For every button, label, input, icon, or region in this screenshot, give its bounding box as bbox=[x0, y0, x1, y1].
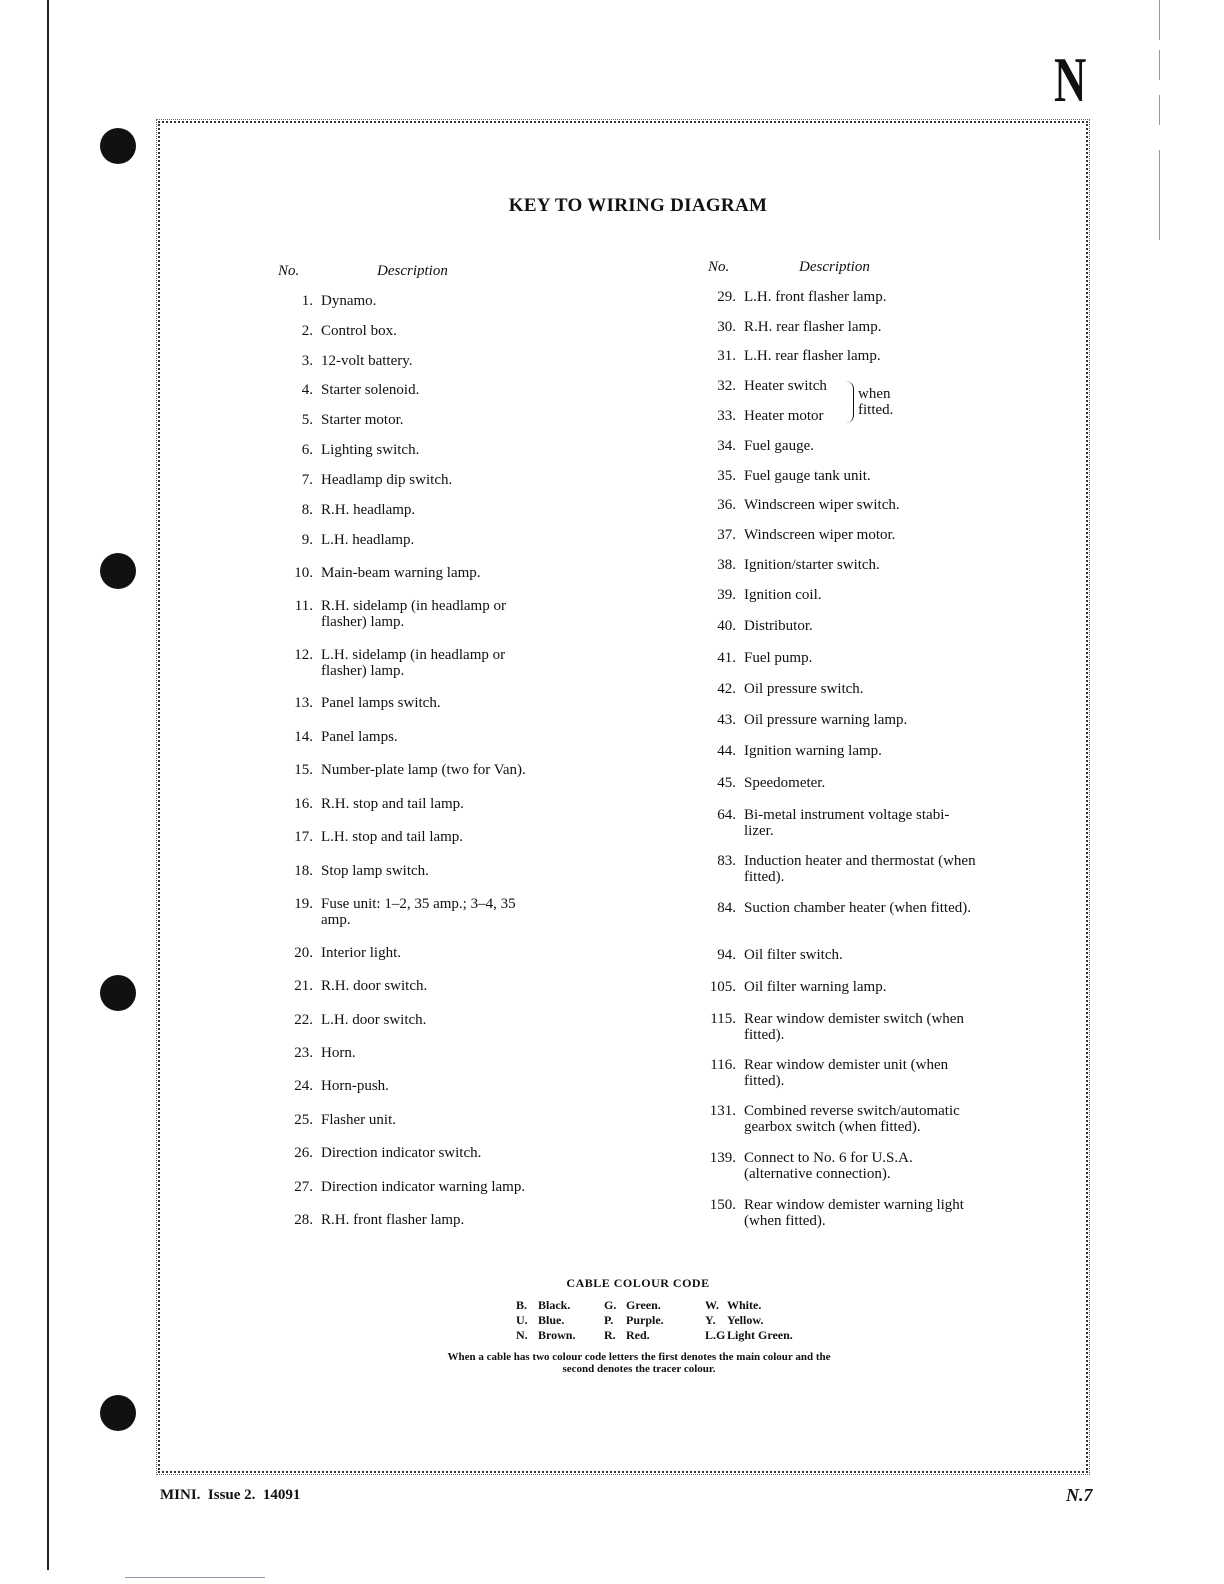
punch-hole bbox=[100, 128, 136, 164]
scan-mark bbox=[125, 1577, 265, 1578]
item-description: Rear window demister unit (when fitted). bbox=[744, 1057, 949, 1089]
item-description: Horn. bbox=[321, 1045, 356, 1061]
item-number: 17. bbox=[294, 829, 313, 845]
item-description: R.H. front flasher lamp. bbox=[321, 1212, 465, 1228]
item-number: 64. bbox=[717, 807, 736, 823]
list-item bbox=[301, 442, 541, 458]
item-number: 25. bbox=[294, 1112, 313, 1128]
list-item bbox=[717, 807, 979, 839]
item-description: Direction indicator warning lamp. bbox=[321, 1179, 526, 1195]
item-description: 12-volt battery. bbox=[321, 353, 413, 369]
item-description: Stop lamp switch. bbox=[321, 863, 429, 879]
list-item bbox=[294, 762, 541, 778]
list-item bbox=[301, 353, 541, 369]
section-letter: N bbox=[1054, 44, 1087, 115]
list-item bbox=[717, 681, 979, 697]
list-item bbox=[301, 412, 541, 428]
item-number: 16. bbox=[294, 796, 313, 812]
item-description: Lighting switch. bbox=[321, 442, 420, 458]
cable-code-item bbox=[705, 1328, 793, 1343]
cable-code-letter: G. bbox=[604, 1298, 617, 1312]
page-title: KEY TO WIRING DIAGRAM bbox=[508, 195, 768, 216]
item-description: R.H. door switch. bbox=[321, 978, 428, 994]
list-item bbox=[294, 1179, 541, 1195]
item-description: Oil pressure switch. bbox=[744, 681, 864, 697]
list-item bbox=[717, 438, 979, 454]
item-description: Heater switch bbox=[744, 378, 827, 394]
list-item bbox=[717, 289, 979, 305]
item-number: 83. bbox=[717, 853, 736, 869]
list-item bbox=[294, 1112, 541, 1128]
cable-code-colour: White. bbox=[727, 1298, 762, 1312]
list-item bbox=[294, 1012, 541, 1028]
item-number: 9. bbox=[301, 532, 313, 548]
item-number: 2. bbox=[301, 323, 313, 339]
item-number: 8. bbox=[301, 502, 313, 518]
item-number: 3. bbox=[301, 353, 313, 369]
cable-code-item bbox=[516, 1328, 575, 1343]
page-edge-right bbox=[1159, 50, 1160, 80]
item-number: 94. bbox=[717, 947, 736, 963]
item-description: L.H. rear flasher lamp. bbox=[744, 348, 881, 364]
bracket bbox=[845, 381, 854, 423]
item-description: Flasher unit. bbox=[321, 1112, 396, 1128]
item-number: 105. bbox=[709, 979, 736, 995]
item-number: 20. bbox=[294, 945, 313, 961]
item-description: Headlamp dip switch. bbox=[321, 472, 453, 488]
list-item bbox=[710, 1057, 979, 1089]
punch-hole bbox=[100, 1395, 136, 1431]
item-number: 1. bbox=[301, 293, 313, 309]
list-item bbox=[717, 527, 979, 543]
item-description: Windscreen wiper switch. bbox=[744, 497, 900, 513]
cable-code-colour: Green. bbox=[626, 1298, 661, 1312]
list-item bbox=[717, 775, 979, 791]
page-edge-right bbox=[1159, 95, 1160, 125]
item-number: 13. bbox=[294, 695, 313, 711]
item-description: Ignition coil. bbox=[744, 587, 822, 603]
list-item bbox=[717, 319, 979, 335]
cable-code-item bbox=[705, 1313, 763, 1328]
item-description: L.H. front flasher lamp. bbox=[744, 289, 887, 305]
item-number: 12. bbox=[294, 647, 313, 663]
list-item bbox=[717, 618, 979, 634]
cable-code-note: When a cable has two colour code letters the first denotes the main colour and the second denotes the tracer colour. bbox=[447, 1351, 831, 1375]
item-description: R.H. sidelamp (in headlamp or flasher) lamp. bbox=[321, 598, 506, 630]
item-description: L.H. stop and tail lamp. bbox=[321, 829, 464, 845]
list-item bbox=[294, 598, 541, 630]
cable-code-colour: Blue. bbox=[538, 1313, 565, 1327]
item-description: Horn-push. bbox=[321, 1078, 389, 1094]
cable-code-title: CABLE COLOUR CODE bbox=[566, 1276, 710, 1290]
list-item bbox=[717, 650, 979, 666]
item-number: 40. bbox=[717, 618, 736, 634]
item-number: 14. bbox=[294, 729, 313, 745]
cable-code-item bbox=[604, 1328, 650, 1343]
item-description: Fuel pump. bbox=[744, 650, 813, 666]
item-number: 10. bbox=[294, 565, 313, 581]
punch-hole bbox=[100, 553, 136, 589]
item-description: Bi-metal instrument voltage stabi- lizer. bbox=[744, 807, 950, 839]
page-edge-left bbox=[47, 0, 49, 1570]
item-number: 131. bbox=[709, 1103, 736, 1119]
item-description: Panel lamps. bbox=[321, 729, 398, 745]
cable-code-letter: Y. bbox=[705, 1313, 716, 1327]
list-item bbox=[717, 947, 979, 963]
item-number: 22. bbox=[294, 1012, 313, 1028]
item-description: Induction heater and thermostat (when fitted). bbox=[744, 853, 976, 885]
item-number: 23. bbox=[294, 1045, 313, 1061]
item-number: 150. bbox=[709, 1197, 736, 1213]
item-description: Rear window demister switch (when fitted). bbox=[744, 1011, 964, 1043]
cable-code-item bbox=[705, 1298, 761, 1313]
cable-code-letter: R. bbox=[604, 1328, 616, 1342]
item-description: Oil filter warning lamp. bbox=[744, 979, 887, 995]
item-description: Windscreen wiper motor. bbox=[744, 527, 896, 543]
cable-code-colour: Red. bbox=[626, 1328, 650, 1342]
item-number: 116. bbox=[710, 1057, 736, 1073]
item-description: Main-beam warning lamp. bbox=[321, 565, 481, 581]
item-number: 84. bbox=[717, 900, 736, 916]
item-number: 7. bbox=[301, 472, 313, 488]
item-number: 19. bbox=[294, 896, 313, 912]
cable-code-colour: Yellow. bbox=[727, 1313, 764, 1327]
list-item bbox=[717, 587, 979, 603]
list-item bbox=[717, 712, 979, 728]
item-number: 21. bbox=[294, 978, 313, 994]
item-description: Distributor. bbox=[744, 618, 813, 634]
item-number: 31. bbox=[717, 348, 736, 364]
list-item bbox=[294, 829, 541, 845]
list-item bbox=[717, 497, 979, 513]
list-item bbox=[709, 1197, 979, 1229]
item-number: 33. bbox=[717, 408, 736, 424]
page-edge-right bbox=[1159, 0, 1160, 40]
cable-code-item bbox=[604, 1313, 664, 1328]
cable-code-letter: P. bbox=[604, 1313, 614, 1327]
item-description: Ignition warning lamp. bbox=[744, 743, 882, 759]
item-description: L.H. sidelamp (in headlamp or flasher) lamp. bbox=[321, 647, 506, 679]
item-description: Dynamo. bbox=[321, 293, 377, 309]
item-number: 44. bbox=[717, 743, 736, 759]
item-number: 36. bbox=[717, 497, 736, 513]
cable-code-letter: L.G bbox=[705, 1328, 726, 1342]
list-item bbox=[717, 557, 979, 573]
list-item bbox=[294, 796, 541, 812]
cable-code-item bbox=[516, 1313, 564, 1328]
item-number: 11. bbox=[294, 598, 313, 614]
item-description: L.H. headlamp. bbox=[321, 532, 415, 548]
item-description: Starter solenoid. bbox=[321, 382, 420, 398]
list-item bbox=[301, 293, 541, 309]
item-description: Heater motor bbox=[744, 408, 824, 424]
item-number: 43. bbox=[717, 712, 736, 728]
bracket-note: when fitted. bbox=[858, 386, 894, 418]
item-description: Connect to No. 6 for U.S.A. (alternative connection). bbox=[744, 1150, 913, 1182]
list-item bbox=[717, 853, 979, 885]
left-no-header: No. bbox=[278, 263, 300, 279]
item-number: 18. bbox=[294, 863, 313, 879]
list-item bbox=[717, 468, 979, 484]
item-description: Interior light. bbox=[321, 945, 401, 961]
list-item bbox=[294, 729, 541, 745]
cable-code-letter: N. bbox=[516, 1328, 528, 1342]
footer-page-number: N.7 bbox=[1066, 1485, 1093, 1505]
list-item bbox=[294, 647, 541, 679]
item-number: 5. bbox=[301, 412, 313, 428]
right-no-header: No. bbox=[708, 259, 730, 275]
list-item bbox=[301, 382, 541, 398]
cable-code-colour: Light Green. bbox=[727, 1328, 793, 1342]
list-item bbox=[301, 323, 541, 339]
item-number: 35. bbox=[717, 468, 736, 484]
cable-code-letter: W. bbox=[705, 1298, 719, 1312]
cable-code-colour: Purple. bbox=[626, 1313, 664, 1327]
item-number: 30. bbox=[717, 319, 736, 335]
item-description: Number-plate lamp (two for Van). bbox=[321, 762, 526, 778]
item-description: Fuse unit: 1–2, 35 amp.; 3–4, 35 amp. bbox=[321, 896, 516, 928]
item-number: 4. bbox=[301, 382, 313, 398]
list-item bbox=[301, 472, 541, 488]
item-description: Suction chamber heater (when fitted). bbox=[744, 900, 971, 916]
list-item bbox=[710, 1011, 979, 1043]
list-item bbox=[294, 863, 541, 879]
item-number: 24. bbox=[294, 1078, 313, 1094]
list-item bbox=[294, 1145, 541, 1161]
list-item bbox=[709, 1103, 979, 1135]
list-item bbox=[294, 945, 541, 961]
item-description: Direction indicator switch. bbox=[321, 1145, 482, 1161]
item-number: 15. bbox=[294, 762, 313, 778]
item-number: 39. bbox=[717, 587, 736, 603]
list-item bbox=[709, 979, 979, 995]
item-number: 27. bbox=[294, 1179, 313, 1195]
item-number: 28. bbox=[294, 1212, 313, 1228]
item-description: R.H. headlamp. bbox=[321, 502, 416, 518]
item-description: Fuel gauge tank unit. bbox=[744, 468, 871, 484]
list-item bbox=[709, 1150, 979, 1182]
cable-code-item bbox=[604, 1298, 661, 1313]
item-description: R.H. rear flasher lamp. bbox=[744, 319, 882, 335]
item-description: Panel lamps switch. bbox=[321, 695, 441, 711]
list-item bbox=[294, 1212, 541, 1228]
cable-code-item bbox=[516, 1298, 570, 1313]
item-number: 29. bbox=[717, 289, 736, 305]
list-item bbox=[301, 502, 541, 518]
item-number: 45. bbox=[717, 775, 736, 791]
cable-code-letter: U. bbox=[516, 1313, 528, 1327]
list-item bbox=[294, 695, 541, 711]
item-description: Combined reverse switch/automatic gearbox switch (when fitted). bbox=[744, 1103, 960, 1135]
item-description: L.H. door switch. bbox=[321, 1012, 427, 1028]
item-description: Oil filter switch. bbox=[744, 947, 843, 963]
item-description: Rear window demister warning light (when fitted). bbox=[744, 1197, 964, 1229]
list-item bbox=[301, 532, 541, 548]
cable-code-letter: B. bbox=[516, 1298, 528, 1312]
left-description-header: Description bbox=[377, 263, 448, 279]
item-number: 139. bbox=[709, 1150, 736, 1166]
item-number: 34. bbox=[717, 438, 736, 454]
item-description: Speedometer. bbox=[744, 775, 826, 791]
item-number: 37. bbox=[717, 527, 736, 543]
list-item bbox=[717, 743, 979, 759]
list-item bbox=[717, 900, 979, 916]
list-item bbox=[294, 1045, 541, 1061]
cable-code-colour: Black. bbox=[538, 1298, 571, 1312]
item-description: Oil pressure warning lamp. bbox=[744, 712, 908, 728]
item-number: 115. bbox=[710, 1011, 736, 1027]
item-description: R.H. stop and tail lamp. bbox=[321, 796, 464, 812]
item-description: Fuel gauge. bbox=[744, 438, 814, 454]
list-item bbox=[294, 978, 541, 994]
list-item bbox=[717, 348, 979, 364]
item-number: 6. bbox=[301, 442, 313, 458]
list-item bbox=[294, 565, 541, 581]
item-description: Starter motor. bbox=[321, 412, 404, 428]
item-description: Control box. bbox=[321, 323, 397, 339]
list-item bbox=[294, 896, 541, 928]
item-number: 41. bbox=[717, 650, 736, 666]
item-number: 26. bbox=[294, 1145, 313, 1161]
footer-issue: MINI. Issue 2. 14091 bbox=[160, 1487, 301, 1503]
right-description-header: Description bbox=[799, 259, 870, 275]
cable-code-colour: Brown. bbox=[538, 1328, 576, 1342]
list-item bbox=[294, 1078, 541, 1094]
item-number: 32. bbox=[717, 378, 736, 394]
item-number: 42. bbox=[717, 681, 736, 697]
punch-hole bbox=[100, 975, 136, 1011]
item-description: Ignition/starter switch. bbox=[744, 557, 880, 573]
item-number: 38. bbox=[717, 557, 736, 573]
